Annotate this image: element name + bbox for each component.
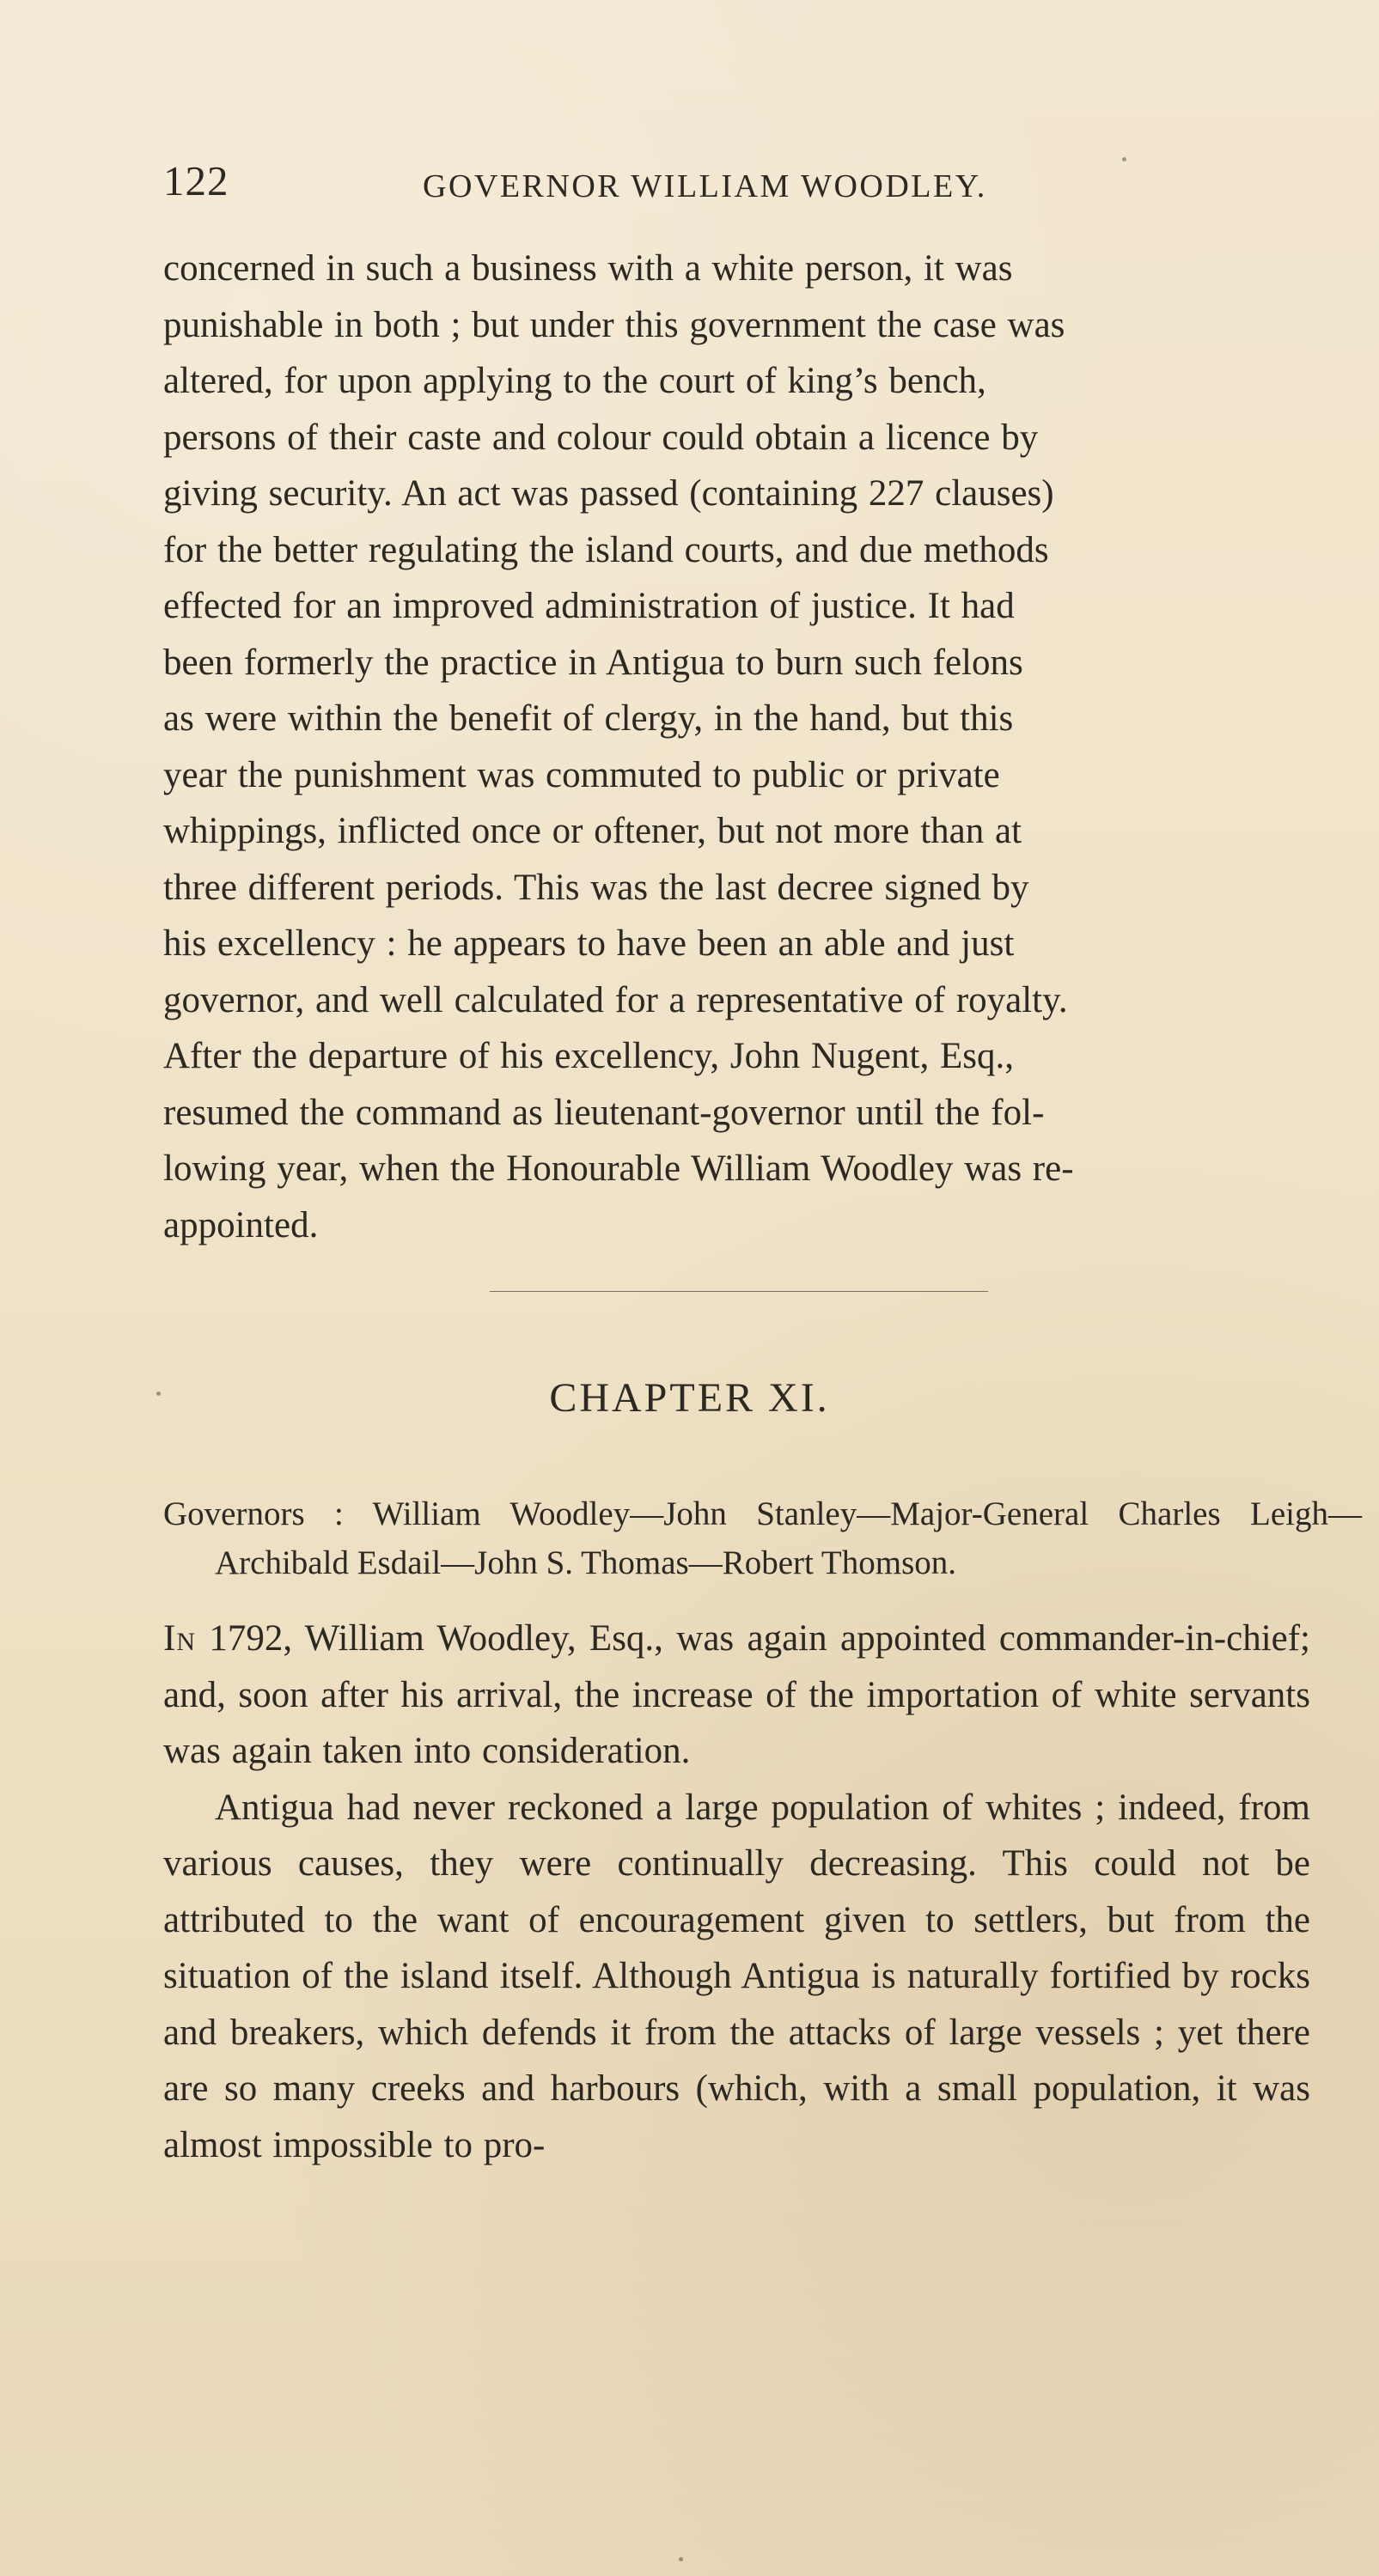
text-line-6: for the better regulating the island courts, and due methods bbox=[163, 529, 1049, 570]
paragraph-1-text: 1792, William Woodley, Esq., was again appointed commander-in-chief; and, soon after his arrival, the increase of the importation of white servants was again taken into consideration. bbox=[163, 1618, 1310, 1771]
text-line-8: been formerly the practice in Antigua to burn such felons bbox=[163, 642, 1023, 683]
running-head bbox=[163, 157, 1379, 211]
page-number: 122 bbox=[163, 157, 229, 204]
text-line-4: persons of their caste and colour could obtain a licence by bbox=[163, 417, 1039, 458]
continued-paragraph bbox=[163, 241, 1310, 1253]
text-line-18: appointed. bbox=[163, 1204, 319, 1245]
text-line-7: effected for an improved administration of justice. It had bbox=[163, 586, 1015, 626]
text-line-1: concerned in such a business with a white person, it was bbox=[163, 248, 1013, 289]
text-line-3: altered, for upon applying to the court of king’s bench, bbox=[163, 361, 986, 401]
chapter-paragraph-1 bbox=[163, 1611, 1310, 1780]
paper-speck bbox=[679, 2557, 683, 2561]
text-line-12: three different periods. This was the last decree signed by bbox=[163, 867, 1029, 908]
opening-word: In bbox=[163, 1618, 196, 1659]
text-line-2: punishable in both ; but under this government the case was bbox=[163, 304, 1065, 345]
text-line-10: year the punishment was commuted to public or private bbox=[163, 754, 1000, 795]
text-line-14: governor, and well calculated for a representative of royalty. bbox=[163, 979, 1068, 1020]
text-line-16: resumed the command as lieutenant-governor until the fol- bbox=[163, 1092, 1045, 1133]
text-line-5: giving security. An act was passed (containing 227 clauses) bbox=[163, 473, 1054, 514]
text-line-15: After the departure of his excellency, John Nugent, Esq., bbox=[163, 1036, 1014, 1076]
running-title: GOVERNOR WILLIAM WOODLEY. bbox=[423, 168, 987, 204]
chapter-text-block bbox=[163, 1611, 1310, 2173]
continued-text-block bbox=[163, 241, 1310, 1253]
chapter-paragraph-2: Antigua had never reckoned a large population of whites ; indeed, from various causes, they were continually decreasing. This could not be attributed to the want of encouragement given to settlers, but from the situation of the island itself. Although Antigua is naturally fortified by rocks and breakers, which defends it from the attacks of large vessels ; yet there are so many creeks and harbours (which, with a small population, it was almost impossible to pro- bbox=[163, 1787, 1310, 2165]
paper-speck bbox=[156, 1392, 161, 1396]
text-line-13: his excellency : he appears to have been an able and just bbox=[163, 923, 1015, 964]
chapter-summary: Governors : William Woodley—John Stanley—Major-General Charles Leigh—Archibald Esdail—John S. Thomas—Robert Thomson. bbox=[163, 1495, 1362, 1581]
section-divider bbox=[490, 1291, 988, 1292]
chapter-title: CHAPTER XI. bbox=[549, 1375, 830, 1421]
text-line-9: as were within the benefit of clergy, in the hand, but this bbox=[163, 698, 1014, 739]
paper-speck bbox=[1122, 157, 1126, 161]
text-line-17: lowing year, when the Honourable William Woodley was re- bbox=[163, 1148, 1074, 1189]
text-line-11: whippings, inflicted once or oftener, but not more than at bbox=[163, 811, 1022, 851]
